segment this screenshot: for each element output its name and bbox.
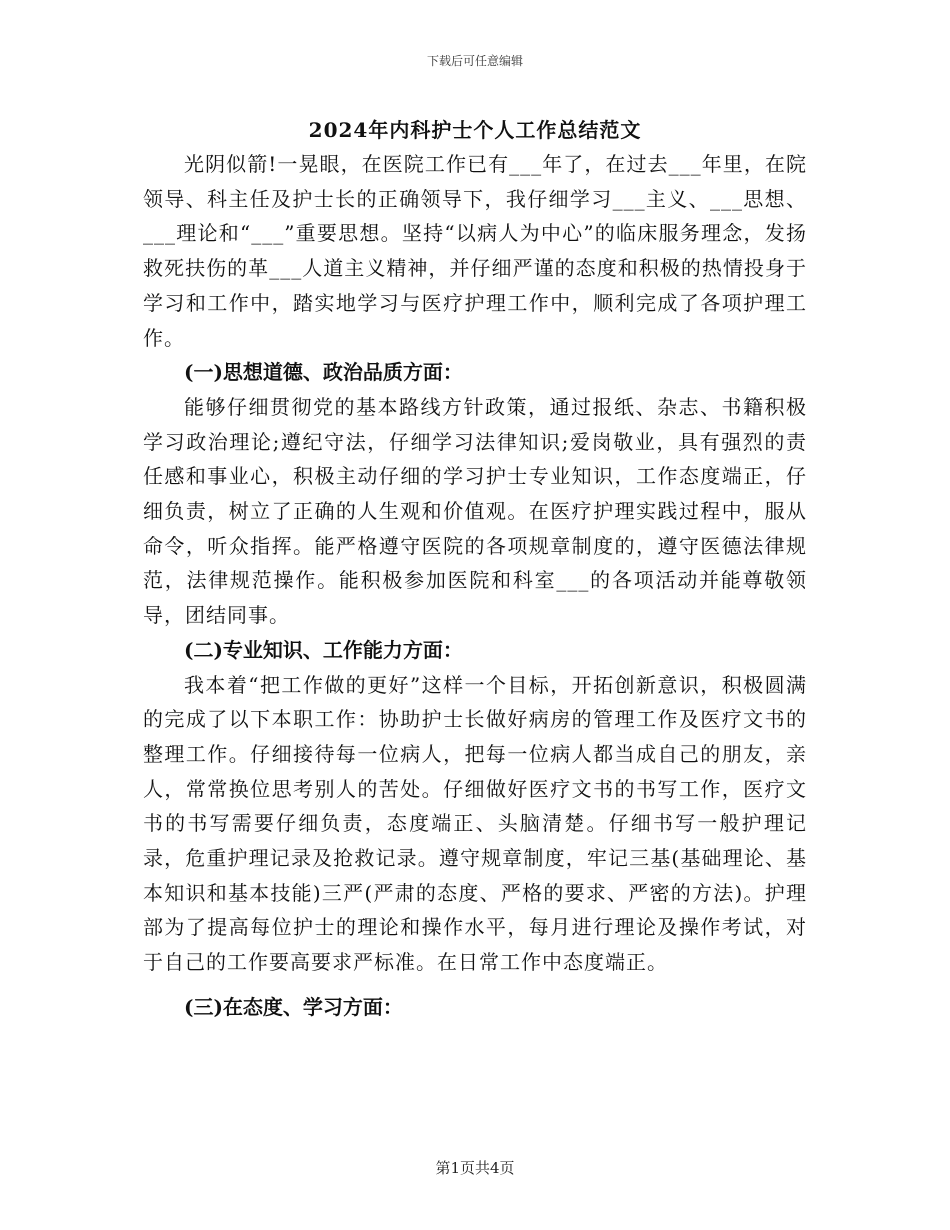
section-heading: (一)思想道德、政治品质方面： [184, 360, 463, 385]
section-heading: (三)在态度、学习方面： [184, 994, 403, 1019]
section-paragraph: 我本着“把工作做的更好”这样一个目标，开拓创新意识，积极圆满的完成了以下本职工作：协助护士长做好病房的管理工作及医疗文书的整理工作。仔细接待每一位病人，把每一位病人都当成自己的朋友，亲人，常常换位思考别人的苦处。仔细做好医疗文书的书写工作，医疗文书的书写需要仔细负责，态度端正、头脑清楚。仔细书写一般护理记录，危重护理记录及抢救记录。遵守规章制度，牢记三基(基础理论、基本知识和基本技能)三严(严肃的态度、严格的要求、严密的方法)。护理部为了提高每位护士的理论和操作水平，每月进行理论及操作考试，对于自己的工作要高要求严标准。在日常工作中态度端正。 [143, 672, 807, 975]
section-paragraph: 能够仔细贯彻党的基本路线方针政策，通过报纸、杂志、书籍积极学习政治理论;遵纪守法，仔细学习法律知识;爱岗敬业，具有强烈的责任感和事业心，积极主动仔细的学习护士专业知识，工作态度端正，仔细负责，树立了正确的人生观和价值观。在医疗护理实践过程中，服从命令，听众指挥。能严格遵守医院的各项规章制度的，遵守医德法律规范，法律规范操作。能积极参加医院和科室___的各项活动并能尊敬领导，团结同事。 [143, 394, 807, 628]
document-body [143, 147, 807, 1025]
page-header-note: 下载后可任意编辑 [426, 54, 523, 68]
section-heading: (二)专业知识、工作能力方面： [184, 637, 463, 662]
intro-paragraph: 光阴似箭!一晃眼，在医院工作已有___年了，在过去___年里，在院领导、科主任及护士长的正确领导下，我仔细学习___主义、___思想、___理论和“___”重要思想。坚持“以病人为中心”的临床服务理念，发扬救死扶伤的革___人道主义精神，并仔细严谨的态度和积极的热情投身于学习和工作中，踏实地学习与医疗护理工作中，顺利完成了各项护理工作。 [143, 152, 807, 350]
page-number: 第1页共4页 [435, 1159, 515, 1177]
document-title: 2024年内科护士个人工作总结范文 [308, 118, 642, 142]
